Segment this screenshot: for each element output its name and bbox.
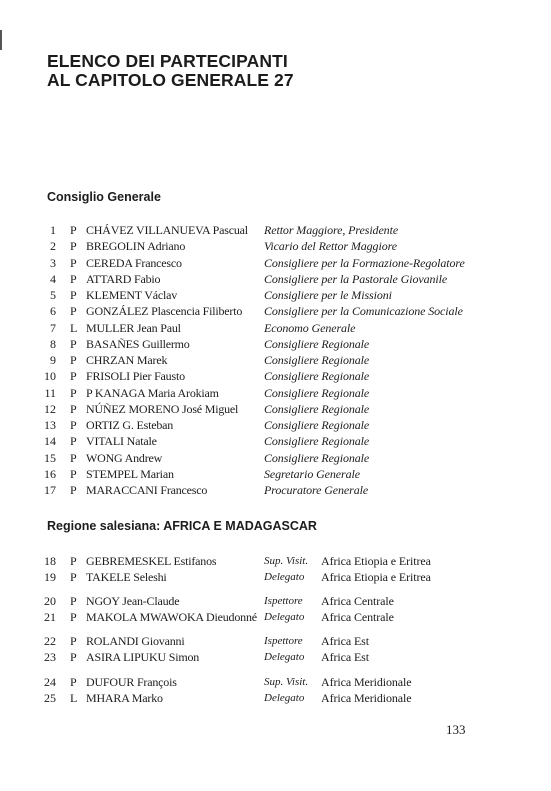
member-province: Africa Etiopia e Eritrea [321, 570, 431, 584]
member-name: FRISOLI Pier Fausto [86, 369, 185, 384]
member-number: 22 [44, 634, 56, 648]
member-role: Segretario Generale [264, 466, 360, 481]
member-role: Consigliere Regionale [264, 336, 370, 351]
member-type: P [70, 288, 77, 302]
member-role: Ispettore [264, 595, 303, 607]
member-province: Africa Meridionale [321, 691, 412, 705]
table-row [0, 320, 551, 336]
member-number: 11 [44, 385, 56, 400]
table-row [0, 385, 551, 401]
member-type: P [70, 594, 77, 608]
table-row [0, 287, 551, 303]
member-name: CHRZAN Marek [86, 353, 168, 367]
member-province: Africa Est [321, 650, 369, 664]
member-number: 21 [44, 610, 56, 624]
member-name: MARACCANI Francesco [86, 483, 208, 497]
member-name: VITALI Natale [86, 434, 157, 449]
table-row [0, 238, 551, 254]
member-province: Africa Est [321, 634, 369, 648]
member-role: Consigliere Regionale [264, 369, 370, 384]
member-role: Sup. Visit. [264, 555, 309, 567]
table-row [0, 271, 551, 287]
member-number: 14 [44, 434, 56, 449]
member-type: P [70, 650, 77, 664]
member-name: GEBREMESKEL Estifanos [86, 554, 217, 568]
member-role: Delegato [264, 611, 305, 623]
section-heading-consiglio: Consiglio Generale [47, 190, 161, 204]
table-row [0, 609, 551, 625]
member-type: P [70, 239, 77, 254]
member-role: Ispettore [264, 635, 303, 647]
member-name: WONG Andrew [86, 450, 163, 465]
member-type: P [70, 353, 77, 367]
table-row [0, 433, 551, 449]
member-role: Consigliere Regionale [264, 434, 370, 449]
table-row [0, 553, 551, 569]
member-number: 25 [44, 691, 56, 705]
member-province: Africa Meridionale [321, 675, 412, 689]
member-type: P [70, 554, 77, 568]
table-row [0, 417, 551, 433]
member-name: MULLER Jean Paul [86, 320, 181, 335]
member-role: Procuratore Generale [264, 483, 369, 497]
member-number: 6 [50, 304, 56, 319]
member-role: Rettor Maggiore, Presidente [264, 223, 399, 237]
member-number: 7 [50, 320, 56, 335]
table-row [0, 482, 551, 498]
member-role: Consigliere Regionale [264, 418, 370, 432]
table-row [0, 255, 551, 271]
member-number: 18 [44, 554, 56, 568]
table-row [0, 303, 551, 319]
member-name: P KANAGA Maria Arokiam [86, 385, 219, 400]
member-type: P [70, 255, 77, 270]
member-name: TAKELE Seleshi [86, 570, 167, 584]
member-province: Africa Etiopia e Eritrea [321, 554, 431, 568]
member-number: 10 [44, 369, 56, 384]
table-row [0, 466, 551, 482]
member-number: 16 [44, 466, 56, 481]
member-number: 5 [50, 288, 56, 302]
member-number: 8 [50, 336, 56, 351]
member-role: Vicario del Rettor Maggiore [264, 239, 397, 254]
member-name: NGOY Jean-Claude [86, 594, 180, 608]
member-type: P [70, 304, 77, 319]
member-type: P [70, 675, 77, 689]
page-title-line-2: AL CAPITOLO GENERALE 27 [47, 70, 294, 90]
member-role: Economo Generale [264, 320, 356, 335]
member-type: P [70, 466, 77, 481]
member-type: P [70, 223, 77, 237]
member-type: P [70, 418, 77, 432]
member-name: KLEMENT Václav [86, 288, 178, 302]
member-type: L [70, 320, 78, 335]
member-name: CEREDA Francesco [86, 255, 182, 270]
member-number: 19 [44, 570, 56, 584]
member-number: 9 [50, 353, 56, 367]
member-role: Consigliere per la Formazione-Regolatore [264, 255, 465, 270]
page-title-line-1: ELENCO DEI PARTECIPANTI [47, 51, 288, 71]
member-type: P [70, 483, 77, 497]
member-name: NÚÑEZ MORENO José Miguel [86, 401, 239, 416]
member-role: Delegato [264, 571, 305, 583]
table-row [0, 401, 551, 417]
member-type: P [70, 369, 77, 384]
member-number: 4 [50, 271, 56, 286]
member-name: BASAÑES Guillermo [86, 336, 190, 351]
member-number: 13 [44, 418, 56, 432]
member-type: P [70, 385, 77, 400]
member-name: ASIRA LIPUKU Simon [86, 650, 200, 664]
page-edge-mark [0, 30, 2, 50]
member-name: ATTARD Fabio [86, 271, 161, 286]
member-number: 23 [44, 650, 56, 664]
table-row [0, 368, 551, 384]
table-row [0, 569, 551, 585]
member-number: 3 [50, 255, 56, 270]
member-role: Delegato [264, 692, 305, 704]
member-name: BREGOLIN Adriano [86, 239, 186, 254]
member-name: GONZÁLEZ Plascencia Filiberto [86, 304, 243, 319]
member-type: P [70, 271, 77, 286]
table-row [0, 690, 551, 706]
member-province: Africa Centrale [321, 610, 394, 624]
member-role: Consigliere per la Pastorale Giovanile [264, 271, 448, 286]
member-role: Sup. Visit. [264, 676, 309, 688]
member-name: ROLANDI Giovanni [86, 634, 185, 648]
member-number: 2 [50, 239, 56, 254]
member-role: Delegato [264, 651, 305, 663]
member-type: L [70, 691, 78, 705]
member-role: Consigliere per la Comunicazione Sociale [264, 304, 463, 319]
table-row [0, 222, 551, 238]
table-row [0, 674, 551, 690]
section-heading-region: Regione salesiana: AFRICA E MADAGASCAR [47, 519, 317, 533]
member-type: P [70, 570, 77, 584]
table-row [0, 336, 551, 352]
member-role: Consigliere per le Missioni [264, 288, 392, 302]
page-title [47, 52, 294, 90]
table-row [0, 450, 551, 466]
table-row [0, 633, 551, 649]
member-number: 24 [44, 675, 56, 689]
member-name: STEMPEL Marian [86, 466, 174, 481]
member-province: Africa Centrale [321, 594, 394, 608]
member-number: 1 [50, 223, 56, 237]
table-row [0, 649, 551, 665]
page-number: 133 [446, 722, 466, 737]
member-name: DUFOUR François [86, 675, 177, 689]
member-type: P [70, 610, 77, 624]
member-number: 15 [44, 450, 56, 465]
member-role: Consigliere Regionale [264, 401, 370, 416]
member-type: P [70, 450, 77, 465]
member-name: CHÁVEZ VILLANUEVA Pascual [86, 223, 248, 237]
member-role: Consigliere Regionale [264, 353, 370, 367]
member-role: Consigliere Regionale [264, 450, 370, 465]
table-row [0, 352, 551, 368]
member-type: P [70, 434, 77, 449]
member-role: Consigliere Regionale [264, 385, 370, 400]
member-name: ORTIZ G. Esteban [86, 418, 174, 432]
member-number: 17 [44, 483, 56, 497]
member-number: 20 [44, 594, 56, 608]
member-type: P [70, 634, 77, 648]
member-type: P [70, 401, 77, 416]
member-name: MAKOLA MWAWOKA Dieudonné [86, 610, 257, 624]
member-number: 12 [44, 401, 56, 416]
table-row [0, 593, 551, 609]
member-type: P [70, 336, 77, 351]
member-name: MHARA Marko [86, 691, 163, 705]
